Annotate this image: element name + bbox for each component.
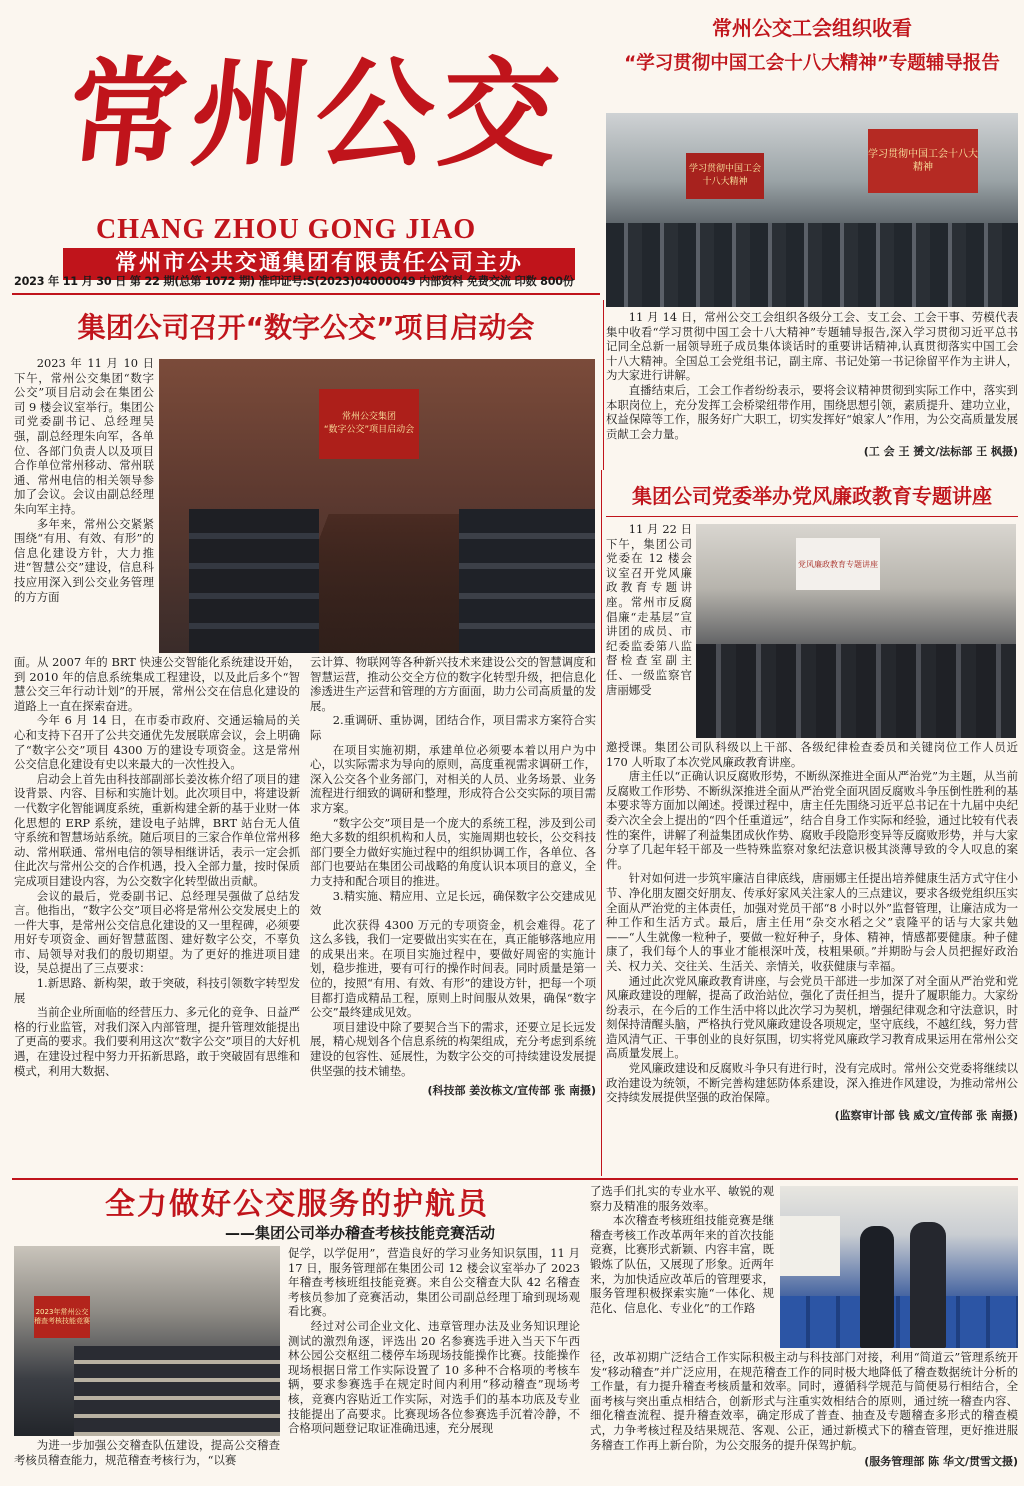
main-meeting-photo — [159, 359, 595, 653]
main-col1 — [14, 655, 300, 1078]
union-screen-right-text: 学习贯彻中国工会十八大精神 — [868, 149, 978, 173]
attendees-left — [189, 509, 319, 653]
main-screen-line2: “数字公交”项目启动会 — [323, 425, 415, 435]
main-intro: 2023 年 11 月 10 日下午，常州公交集团“数字公交”项目启动会在集团公司 9 楼会议室举行。集团公司党委副书记、总经理吴强，副总经理朱向军，各单位、各部门负责人以及项目合作单位常州移动、常州联通、常州电信的相关领导参加了会议。会议由副总经理朱向军主持。 — [14, 356, 154, 516]
bus-inspection-photo — [780, 1186, 1018, 1348]
bottom-col1-tail: 为进一步加强公交稽查队伍建设，提高公交稽查考核员稽查能力，规范稽查考核行为，“以赛 — [14, 1438, 280, 1467]
union-headline-2: “学习贯彻中国工会十八大精神”专题辅导报告 — [624, 53, 1000, 74]
masthead-logo: 常州公交 — [60, 44, 572, 183]
main-col2-p3: 在项目实施初期，承建单位必须要本着以用户为中心，以实际需求为导向的原则，高度重视需求调研工作，深入公交各个业务部门，对相关的人员、业务场景、业务流程进行细致的调研和整理，形成符合公交实际的项目需求方案。 — [310, 742, 596, 815]
contest-screen-text: 2023年常州公交稽查考核技能竞赛 — [34, 1308, 90, 1325]
bottom-headline: 全力做好公交服务的护航员 — [105, 1187, 489, 1222]
bottom-col2 — [288, 1246, 580, 1436]
party-p1-rest: 邀授课。集团公司队科级以上干部、各级纪律检查委员和关键岗位工作人员近 170 人听取了本次党风廉政教育讲座。 — [606, 740, 1018, 769]
union-headline-1: 常州公交工会组织收看 — [712, 16, 912, 40]
main-right-divider — [601, 470, 602, 1176]
inspector-figure-1 — [860, 1226, 894, 1348]
party-p4: 通过此次党风廉政教育讲座，与会党员干部进一步加深了对全面从严治党和党风廉政建设的理解，提高了政治站位，强化了责任担当，提升了履职能力。大家纷纷表示，在今后的工作生活中将以此次学习为契机，增强纪律观念和守法意识，时刻保持清醒头脑，严格执行党风廉政建设各项规定，坚守底线，不越红线，努力营造风清气正、干事创业的良好氛围，切实将党风廉政学习教育成果运用在常州公交高质量发展上。 — [606, 973, 1018, 1061]
party-p2: 唐主任以“正确认识反腐败形势，不断纵深推进全面从严治党”为主题，从当前反腐败工作形势、不断纵深推进全面从严治党全面巩固反腐败斗争压倒性胜利的基本要求等方面加以阐述。授课过程中，唐主任先围绕习近平总书记在十九届中央纪委六次全会上提出的“四个任重道远”，结合自身工作实际和经验，通过比较有代表性的案件，讲解了利益集团成伙作势、腐败手段隐形变异等反腐败形势，并与大家分享了几起年轻干部及一些特殊监察对象纪法意识极其淡薄导致的令人叹息的案件。 — [606, 769, 1018, 871]
masthead-pinyin: CHANG ZHOU GONG JIAO — [96, 214, 477, 245]
party-headline: 集团公司党委举办党风廉政教育专题讲座 — [632, 484, 992, 508]
main-p5: 会议的最后，党委副书记、总经理吴强做了总结发言。他指出，“数字公交”项目必将是常州公交发展史上的一件大事，是常州公交信息化建设的又一里程碑，必须要用好专项资金、画好智慧蓝图、建好数字公交，不辜负市、局领导对我们的殷切期望。为了更好的推进项目建设，吴总提出了三点要求： — [14, 888, 300, 976]
party-audience — [696, 644, 1016, 738]
party-body — [606, 740, 1018, 1123]
masthead-rule — [12, 293, 600, 295]
main-p7: 当前企业所面临的经营压力、多元化的竞争、日益严格的行业监管，对我们深入内部管理，提升管理效能提出了更高的要求。我们要利用这次“数字公交”项目的大好机遇，在建设过程中努力开拓新思路，敢于突破固有思维和模式，利用大数据、 — [14, 1005, 300, 1078]
bottom-col1 — [14, 1438, 280, 1467]
main-p2-rest: 面。从 2007 年的 BRT 快速公交智能化系统建设开始，到 2010 年的信息系统集成工程建设，以及此后多个“智慧公交三年行动计划”的开展，常州公交在信息化建设的道路上一直在探索奋进。 — [14, 655, 300, 713]
bottom-col3 — [590, 1184, 774, 1315]
main-headline: 集团公司召开“数字公交”项目启动会 — [77, 311, 535, 344]
party-intro: 11 月 22 日下午，集团公司党委在 12 楼会议室召开党风廉政教育专题讲座。常州市反腐倡廉“走基层”宣讲团的成员、市纪委监委第八监督检查室副主任、一级监察官唐丽娜受 — [606, 522, 692, 697]
audience-rows — [606, 223, 1018, 307]
union-para-1: 11 月 14 日，常州公交工会组织各级分工会、支工会、工会干事、劳模代表集中收看“学习贯彻中国工会十八大精神”专题辅导报告,深入学习贯彻习近平总书记同全总新一届领导班子成员集体谈话时的重要讲话精神,认真贯彻落实中国工会十八大精神。全国总工会党组书记，副主席、书记处第一书记徐留平作为主讲人，为大家进行讲解。 — [606, 310, 1018, 383]
main-col2-p1: 云计算、物联网等各种新兴技术来建设公交的智慧调度和智慧运营，推动公交全方位的数字化转型升级，把信息化渗透进生产运营和管理的方方面面，助力公司高质量的发展。 — [310, 655, 596, 713]
party-headline-rule — [606, 516, 1018, 517]
main-col2-p6: 此次获得 4300 万元的专项资金，机会难得。花了这么多钱，我们一定要做出实实在在，真正能够落地应用的成果出来。在项目实施过程中，要做好周密的实施计划，稳步推进，要有可行的操作时间表。同时质量是第一位的，按照“有用、有效、有形”的建设方针，把每一个项目都打造成精品工程，原则上时间服从效果，确保“数字公交”最终建成见效。 — [310, 917, 596, 1020]
union-screen-left — [686, 153, 764, 199]
union-signature: (工 会 王 赟文/法标部 王 枫摄) — [863, 445, 1018, 459]
main-col1-top — [14, 356, 154, 604]
masthead-sponsor: 常州市公共交通集团有限责任公司主办 — [63, 248, 575, 280]
main-screen — [319, 389, 419, 459]
main-screen-line1: 常州公交集团 — [341, 412, 396, 422]
union-body — [606, 310, 1018, 459]
party-p5: 党风廉政建设和反腐败斗争只有进行时，没有完成时。常州公交党委将继续以政治建设为统领，不断完善构建惩防体系建设，深入推进作风建设，为推动常州公交持续发展提供坚强的政治保障。 — [606, 1061, 1018, 1105]
masthead — [38, 14, 608, 279]
union-para-2: 直播结束后，工会工作者纷纷表示，要将会议精神贯彻到实际工作中，落实到本职岗位上，充分发挥工会桥梁纽带作用，围绕思想引领，素质提升、建功立业，权益保障等工作，服务好广大职工，切实发挥好“娘家人”作用，为公交高质量发展贡献工会力量。 — [606, 382, 1018, 441]
contest-desks — [74, 1346, 280, 1436]
bus-seats — [780, 1296, 1018, 1348]
main-p4: 启动会上首先由科技部副部长姜汝栋介绍了项目的建设背景、内容、目标和实施计划。此次项目中，将建设新一代数字化智能调度系统，重新构建全新的基于业财一体化思想的 ERP 系统，建设电子站牌，BRT 站台无人值守系统和智慧场站系统。随后项目的三家合作单位常州移动、常州联通、常州电信的领导相继讲话，表示一定会抓住此次与常州公交的合作机遇，投入全部力量，按时保质完成项目建设内容，为公交数字化转型做出贡献。 — [14, 771, 300, 888]
union-screen-left-text: 学习贯彻中国工会十八大精神 — [688, 164, 761, 187]
party-short-col — [606, 522, 692, 697]
main-p6: 1.新思路、新构架，敢于突破，科技引领数字转型发展 — [14, 976, 300, 1005]
bottom-subhead: ——集团公司举办稽查考核技能竞赛活动 — [224, 1224, 495, 1242]
union-meeting-photo — [606, 113, 1018, 307]
bottom-col3-rest — [590, 1350, 1018, 1469]
bus-window — [780, 1216, 840, 1276]
main-col2-p7: 项目建设中除了要契合当下的需求，还要立足长远发展，精心规划各个信息系统的构架组成，充分考虑到系统建设的包容性、延展性，为数字公交的可持续建设发展提供坚强的技术铺垫。 — [310, 1019, 596, 1078]
main-col2-p2: 2.重调研、重协调，团结合作，项目需求方案符合实际 — [310, 713, 596, 742]
main-col2-p4: “数字公交”项目是一个庞大的系统工程，涉及到公司绝大多数的组织机构和人员，实施周期也较长，公交科技部门要全力做好实施过程中的组织协调工作，各单位、各部门也要站在集团公司战略的角度认识本项目的意义，全力支持和配合项目的推进。 — [310, 815, 596, 888]
main-col2-p5: 3.精实施、精应用、立足长远，确保数字公交建成见效 — [310, 888, 596, 918]
union-screen-right — [868, 129, 978, 193]
bottom-col2-p2: 经过对公司企业文化、违章管理办法及业务知识理论测试的激烈角逐，评选出 20 名参赛选手进入当天下午西林公园公交枢纽二楼停车场现场技能操作比赛。技能操作现场根据日常工作实际设置了 10 多种不合格项的考核车辆，要求参赛选手在规定时间内利用“移动稽查”现场考核，竞赛内容贴近工作实际，对选手们的基本功底及专业技能提出了高要求。比赛现场各位参赛选手沉着冷静，不合格项问题登记取证准确迅速，充分展现 — [288, 1318, 580, 1436]
party-signature: (监察审计部 钱 威文/宣传部 张 南摄) — [834, 1108, 1018, 1122]
bottom-col3-p1: 了选手们扎实的专业水平、敏锐的观察力及精准的服务效率。 — [590, 1184, 774, 1213]
bottom-col3-p2: 本次稽查考核班组技能竞赛是继稽查考核工作改革两年来的首次技能竞赛，比赛形式新颖、内容丰富，既锻炼了队伍，又展现了形象。近两年来，为加快适应改革后的管理要求，服务管理积极探索实施“一体化、规范化、信息化、专业化”的工作路 — [590, 1213, 774, 1315]
main-signature: (科技部 姜汝栋文/宣传部 张 南摄) — [427, 1084, 596, 1098]
bottom-col3-rest-text: 径，改革初期广泛结合工作实际积极主动与科技部门对接，利用“简道云”管理系统开发“移动稽查”并广泛应用，在规范稽查工作的同时极大地降低了稽查数据统计分析的工作量，有力提升稽查考核质量和效率。同时，遵循科学规范与简便易行相结合，全面考核与突出重点相结合，创新形式与注重实效相结合的原则，通过统一稽查内容、细化稽查流程、提升稽查效率，确定形成了普查、抽查及专题稽查多形式的稽查模式，力争考核过程及结果规范、客观、公正，通过新模式下的稽查管理，更好推进服务稽查工作再上新台阶，为公交服务的提升保驾护航。 — [590, 1350, 1018, 1452]
contest-hall-photo — [14, 1246, 280, 1436]
column-divider — [603, 300, 604, 470]
party-screen-text: 党风廉政教育专题讲座 — [798, 559, 878, 569]
party-lecture-photo — [696, 524, 1016, 738]
main-p2-short: 多年来，常州公交紧紧围绕“有用、有效、有形”的信息化建设方针，大力推进“智慧公交”建设，信息科技应用深入到公交业务管理的方方面 — [14, 516, 154, 604]
bottom-rule — [12, 1178, 1018, 1180]
main-col2 — [310, 655, 596, 1098]
contest-screen — [34, 1296, 90, 1338]
attendees-right — [459, 509, 595, 653]
main-p3: 今年 6 月 14 日，在市委市政府、交通运输局的关心和支持下召开了公共交通优先发展联席会议，会上明确了“数字公交”项目 4300 万的建设专项资金。这是常州公交信息化建设有史以来最大的一次性投入。 — [14, 713, 300, 772]
party-screen — [796, 538, 880, 590]
party-p3: 针对如何进一步筑牢廉洁自律底线，唐丽娜主任提出培养健康生活方式守住小节、净化朋友圈交好朋友、传承好家风关注家人的三点建议，要求各级党组织压实全面从严治党的主体责任，加强对党员干部“8 小时以外”监督管理，让廉洁成为一种工作和生活方式。最后，唐主任用“杂交水稻之父”袁隆平的话与大家共勉——“人生就像一粒种子，要做一粒好种子，身体、精神，情感都要健康。种子健康了，我们每个人的事业才能根深叶茂，枝粗果硕。”并期盼与会人员把握好政治关、权力关、交往关、生活关、亲情关，收获健康与幸福。 — [606, 871, 1018, 973]
bottom-col2-p1: 促学，以学促用”，营造良好的学习业务知识氛围，11 月 17 日，服务管理部在集团公司 12 楼会议室举办了 2023 年稽查考核班组技能竞赛。来自公交稽查大队 42 名稽查考核员参加了竞赛活动，集团公司副总经理丁瑜到现场观看比赛。 — [288, 1246, 580, 1319]
issue-line: 2023 年 11 月 30 日 第 22 期(总第 1072 期) 准印证号:S(2023)04000049 内部资料 免费交流 印数 800份 — [14, 275, 574, 288]
inspector-figure-2 — [910, 1222, 946, 1348]
bottom-signature: (服务管理部 陈 华文/贯雪文摄) — [864, 1455, 1018, 1469]
